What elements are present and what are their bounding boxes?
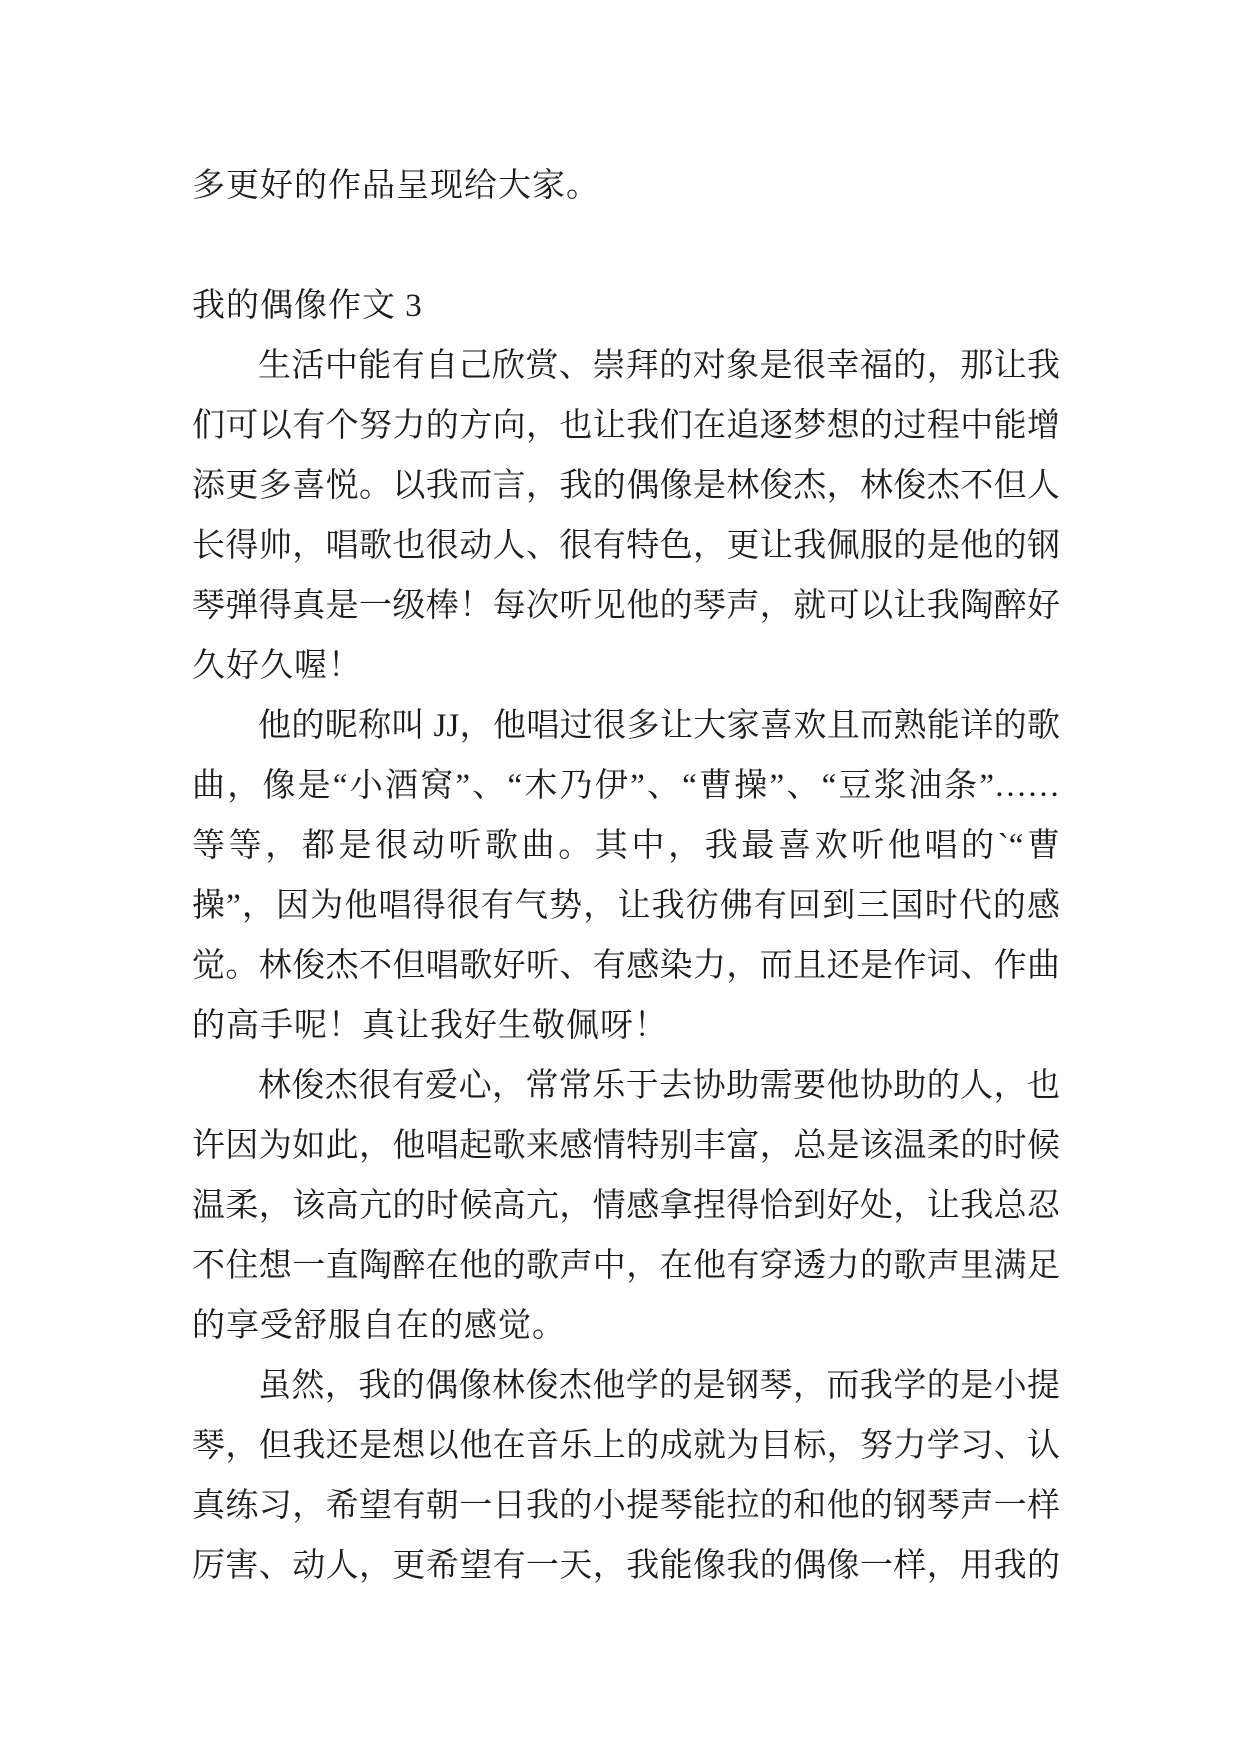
text-line: 许因为如此，他唱起歌来感情特别丰富，总是该温柔的时候 [192, 1128, 1060, 1164]
paragraph-1 [192, 336, 1060, 696]
continuation-line: 多更好的作品呈现给大家。 [192, 168, 600, 204]
text-line: 觉。林俊杰不但唱歌好听、有感染力，而且还是作词、作曲 [192, 948, 1060, 984]
text-line: 生活中能有自己欣赏、崇拜的对象是很幸福的，那让我 [258, 348, 1060, 384]
text-line: 他的昵称叫 JJ，他唱过很多让大家喜欢且而熟能详的歌 [258, 708, 1060, 744]
text-line: 等等，都是很动听歌曲。其中，我最喜欢听他唱的`“曹 [192, 828, 1060, 864]
document-body [192, 156, 1060, 1596]
text-line: 不住想一直陶醉在他的歌声中，在他有穿透力的歌声里满足 [192, 1248, 1060, 1284]
text-line: 久好久喔！ [192, 648, 362, 684]
text-line: 长得帅，唱歌也很动人、很有特色，更让我佩服的是他的钢 [192, 528, 1060, 564]
paragraph-3 [192, 1056, 1060, 1356]
text-line: 琴弹得真是一级棒！每次听见他的琴声，就可以让我陶醉好 [192, 588, 1060, 624]
text-line: 真练习，希望有朝一日我的小提琴能拉的和他的钢琴声一样 [192, 1488, 1060, 1524]
text-line: 们可以有个努力的方向，也让我们在追逐梦想的过程中能增 [192, 408, 1060, 444]
text-line: 林俊杰很有爱心，常常乐于去协助需要他协助的人，也 [258, 1068, 1060, 1104]
text-line: 温柔，该高亢的时候高亢，情感拿捏得恰到好处，让我总忍 [192, 1188, 1060, 1224]
text-line: 的享受舒服自在的感觉。 [192, 1308, 566, 1344]
text-line: 添更多喜悦。以我而言，我的偶像是林俊杰，林俊杰不但人 [192, 468, 1060, 504]
text-line: 操”，因为他唱得很有气势，让我彷佛有回到三国时代的感 [192, 888, 1060, 924]
text-line: 曲，像是“小酒窝”、“木乃伊”、“曹操”、“豆浆油条”…… [192, 768, 1060, 804]
essay-title: 我的偶像作文 3 [192, 288, 423, 324]
text-line: 厉害、动人，更希望有一天，我能像我的偶像一样，用我的 [192, 1548, 1060, 1584]
text-line: 虽然，我的偶像林俊杰他学的是钢琴，而我学的是小提 [258, 1368, 1060, 1404]
paragraph-2 [192, 696, 1060, 1056]
paragraph-4 [192, 1356, 1060, 1596]
text-line: 的高手呢！真让我好生敬佩呀！ [192, 1008, 668, 1044]
text-line: 琴，但我还是想以他在音乐上的成就为目标，努力学习、认 [192, 1428, 1060, 1464]
